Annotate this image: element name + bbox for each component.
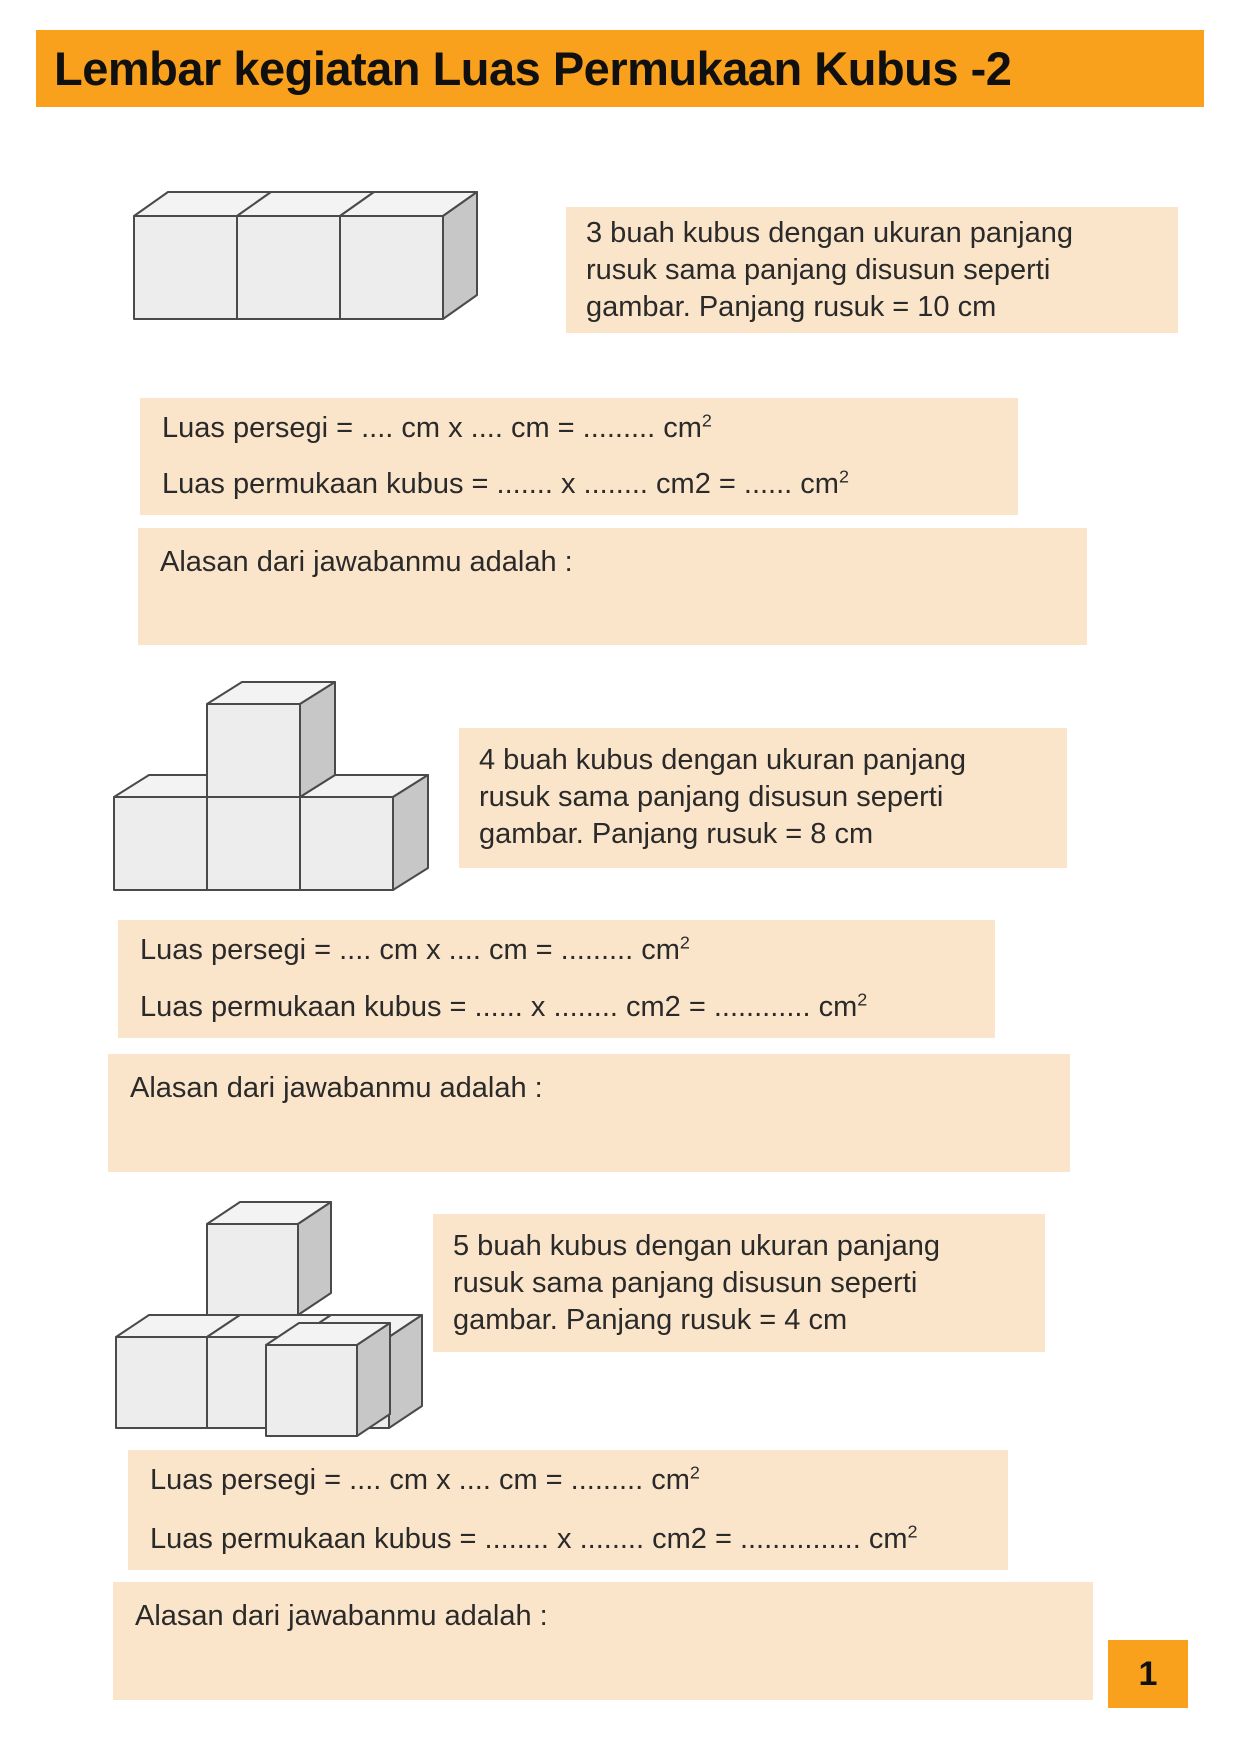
formula-line-square-area: Luas persegi = .... cm x .... cm = ......... $cm^2$ bbox=[150, 1462, 700, 1496]
cubes-figure-5 bbox=[114, 1198, 426, 1440]
formula-box-1 bbox=[140, 398, 1018, 515]
instruction-line: gambar. Panjang rusuk = 10 cm bbox=[586, 291, 997, 323]
instruction-line: rusuk sama panjang disusun seperti bbox=[586, 254, 1051, 286]
cubes-figure-3 bbox=[132, 190, 480, 322]
instruction-box-3 bbox=[433, 1214, 1045, 1352]
instruction-box-2 bbox=[459, 728, 1067, 868]
instruction-line: 4 buah kubus dengan ukuran panjang bbox=[479, 744, 966, 776]
cubes-figure-4 bbox=[112, 680, 432, 894]
page-number: 1 bbox=[1138, 1654, 1158, 1693]
formula-box-3 bbox=[128, 1450, 1008, 1570]
reason-label: Alasan dari jawabanmu adalah : bbox=[130, 1072, 543, 1104]
formula-line-surface-area: Luas permukaan kubus = ........ x ........ cm2 = ............... $cm^2$ bbox=[150, 1521, 918, 1555]
formula-box-2 bbox=[118, 920, 995, 1038]
reason-label: Alasan dari jawabanmu adalah : bbox=[160, 546, 573, 578]
instruction-line: gambar. Panjang rusuk = 4 cm bbox=[453, 1304, 848, 1336]
page-title: Lembar kegiatan Luas Permukaan Kubus -2 bbox=[54, 42, 1012, 95]
reason-box-1 bbox=[138, 528, 1087, 645]
reason-box-3 bbox=[113, 1582, 1093, 1700]
page-number-badge bbox=[1108, 1640, 1188, 1708]
reason-label: Alasan dari jawabanmu adalah : bbox=[135, 1600, 548, 1632]
formula-line-surface-area: Luas permukaan kubus = ...... x ........ cm2 = ............ $cm^2$ bbox=[140, 989, 868, 1023]
formula-line-surface-area: Luas permukaan kubus = ....... x ........ cm2 = ...... $cm^2$ bbox=[162, 466, 849, 500]
instruction-line: 5 buah kubus dengan ukuran panjang bbox=[453, 1230, 940, 1262]
formula-line-square-area: Luas persegi = .... cm x .... cm = ......... $cm^2$ bbox=[162, 410, 712, 444]
header-banner bbox=[36, 30, 1204, 107]
instruction-box-1 bbox=[566, 207, 1178, 333]
formula-line-square-area: Luas persegi = .... cm x .... cm = ......... $cm^2$ bbox=[140, 932, 690, 966]
instruction-line: 3 buah kubus dengan ukuran panjang bbox=[586, 217, 1073, 249]
instruction-line: rusuk sama panjang disusun seperti bbox=[479, 781, 944, 813]
instruction-line: rusuk sama panjang disusun seperti bbox=[453, 1267, 918, 1299]
instruction-line: gambar. Panjang rusuk = 8 cm bbox=[479, 818, 874, 850]
reason-box-2 bbox=[108, 1054, 1070, 1172]
